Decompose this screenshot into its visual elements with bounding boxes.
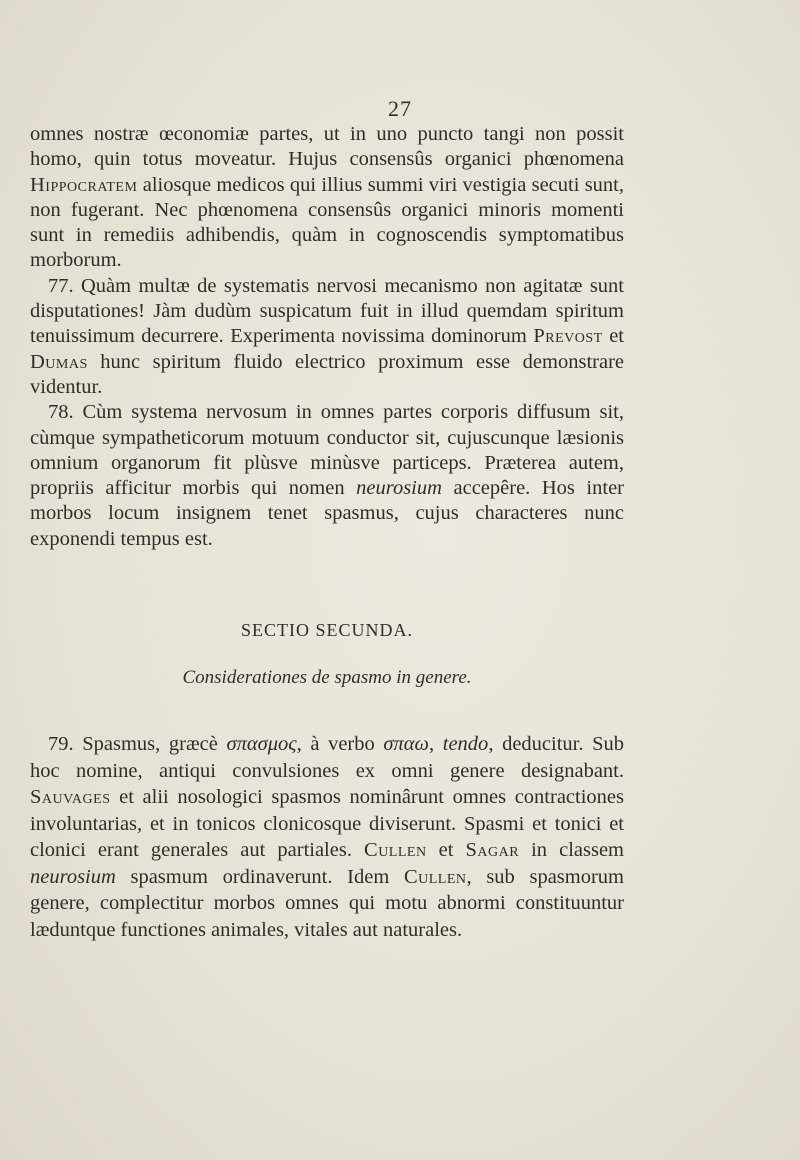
greek-word: σπασμος (226, 733, 297, 755)
author-name: Sauvages (30, 786, 111, 808)
author-name: Dumas (30, 350, 88, 373)
paragraph-number: 79. (48, 733, 74, 755)
body-text-top (30, 122, 624, 552)
page-number: 27 (388, 96, 412, 121)
italic-term: neurosium (356, 477, 442, 500)
body-text-bottom (30, 731, 624, 943)
paragraph-78: 78. Cùm systema nervosum in omnes partes corporis diffusum sit, cùmque sympatheticorum motuum conductor sit, cujuscunque læsionis omnium organorum fit plùsve minùsve particeps. Præterea autem, propriis afficitur morbis qui nomen neurosium accepêre. Hos inter morbos locum insignem tenet spasmus, cujus characteres nunc exponendi tempus est. (30, 401, 624, 550)
author-name: Sagar (465, 839, 520, 861)
author-name: Prevost (533, 325, 603, 348)
paragraph-79: 79. Spasmus, græcè σπασμος, à verbo σπαω, tendo, deducitur. Sub hoc nomine, antiqui convulsiones ex omni genere designabant. Sauvages et alii nosologici spasmos nominârunt omnes contractiones involuntarias, et in tonicos clonicosque diviserunt. Spasmi et tonici et clonici erant generales aut partiales. Cullen et Sagar in classem neurosium spasmum ordinaverunt. Idem Cullen, sub spasmorum genere, complectitur morbos omnes qui motu abnormi constituuntur læduntque functiones animales, vitales aut naturales. (30, 733, 625, 941)
section-subtitle: Considerationes de spasmo in genere. (182, 667, 472, 688)
author-name: Hippocratem (30, 173, 138, 196)
italic-term: neurosium (30, 865, 116, 888)
paragraph-77: 77. Quàm multæ de systematis nervosi mecanismo non agitatæ sunt disputationes! Jàm dudùm suspicatum fuit in illud quemdam spiritum tenuissimum decurrere. Experimenta novissima dominorum Prevost et Dumas hunc spiritum fluido electrico proximum esse demonstrare videntur. (30, 274, 625, 398)
paragraph-continued: omnes nostræ œconomiæ partes, ut in uno puncto tangi non possit homo, quin totus moveatur. Hujus consensûs organici phœnomena Hippocratem aliosque medicos qui illius summi viri vestigia secuti sunt, non fugerant. Nec phœnomena consensûs organici minoris momenti sunt in remediis adhibendis, quàm in cognoscendis symptomatibus morborum. (30, 123, 624, 272)
paragraph-number: 77. (48, 274, 74, 297)
paragraph-number: 78. (48, 401, 74, 424)
italic-term: tendo (442, 733, 489, 755)
section-title: SECTIO SECUNDA. (240, 620, 413, 640)
greek-word: σπαω (383, 733, 429, 755)
author-name: Cullen (364, 839, 427, 861)
author-name: Cullen (403, 865, 467, 888)
